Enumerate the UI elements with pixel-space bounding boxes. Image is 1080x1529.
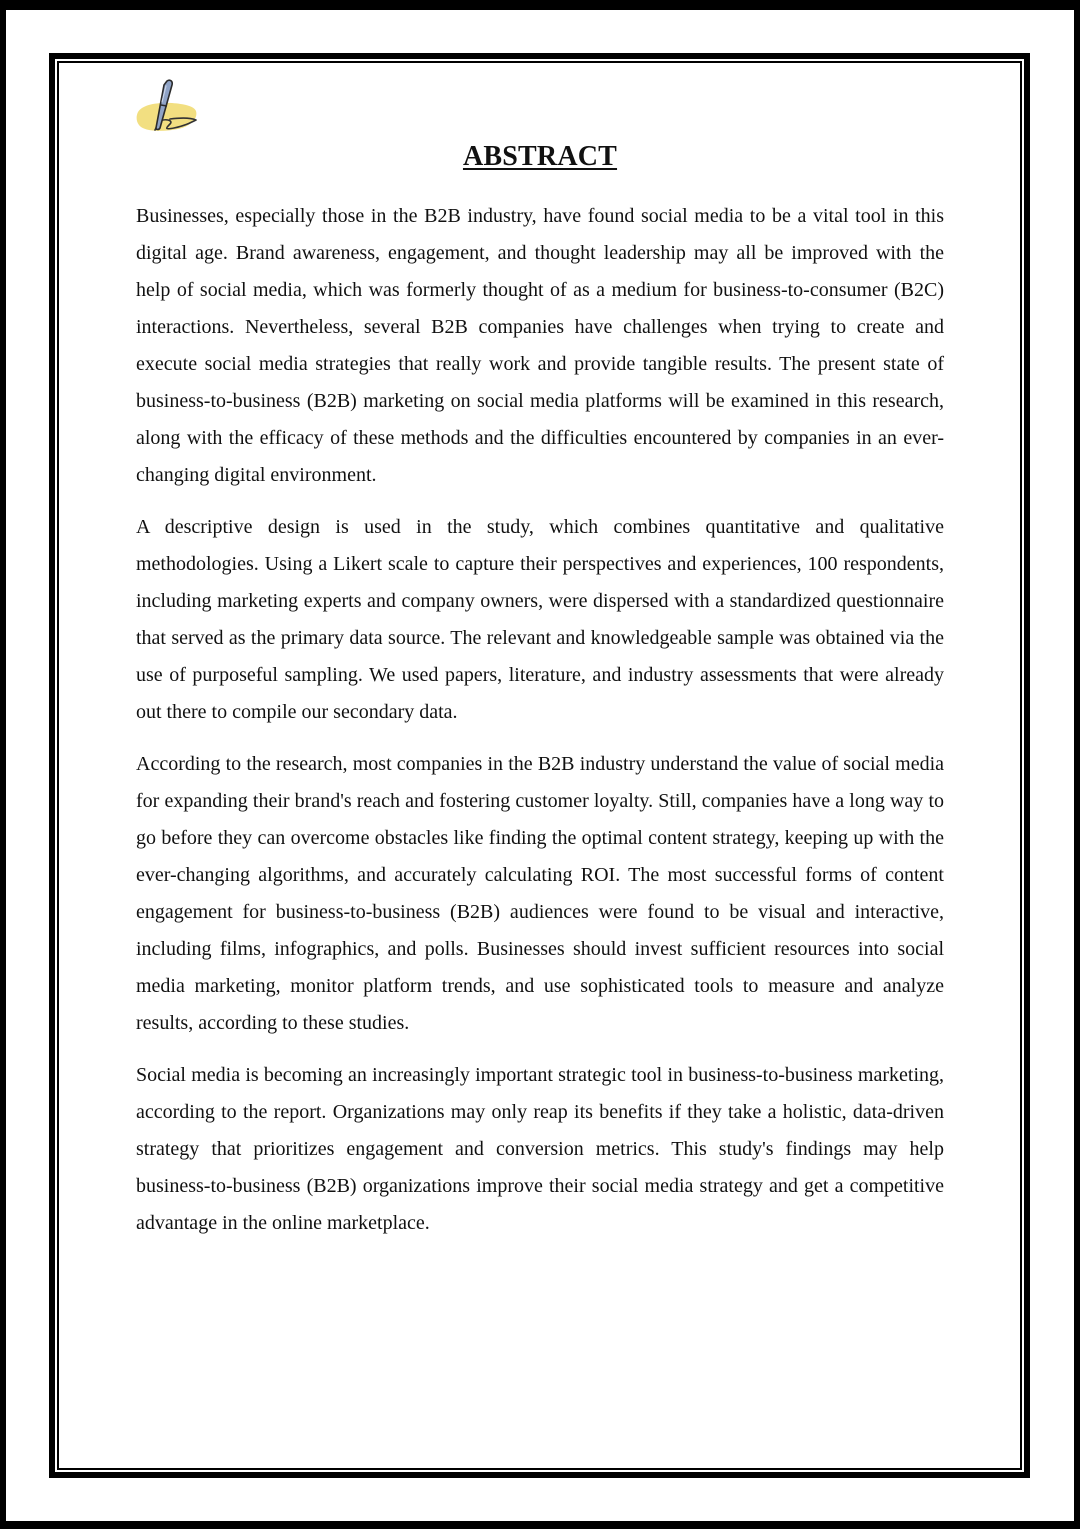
abstract-paragraph-4: Social media is becoming an increasingly important strategic tool in business-to-business marketing, according to the report. Organizations may only reap its benefits if they take a holistic, data-driven strategy that prioritizes engagement and conversion metrics. This study's findings may help business-to-business (B2B) organizations improve their social media strategy and get a competitive advantage in the online marketplace. bbox=[136, 1064, 944, 1234]
page-edge-top bbox=[0, 0, 1080, 10]
pen-writing-icon bbox=[134, 78, 204, 140]
page-edge-left bbox=[0, 0, 6, 1529]
page-edge-bottom bbox=[0, 1521, 1080, 1529]
abstract-paragraph-3: According to the research, most companies in the B2B industry understand the value of social media for expanding their brand's reach and fostering customer loyalty. Still, companies have a long way to go before they can overcome obstacles like finding the optimal content strategy, keeping up with the ever-changing algorithms, and accurately calculating ROI. The most successful forms of content engagement for business-to-business (B2B) audiences were found to be visual and interactive, including films, infographics, and polls. Businesses should invest sufficient resources into social media marketing, monitor platform trends, and use sophisticated tools to measure and analyze results, according to these studies. bbox=[136, 753, 944, 1034]
abstract-body bbox=[136, 198, 944, 1257]
abstract-heading: ABSTRACT bbox=[462, 141, 618, 172]
abstract-paragraph-2: A descriptive design is used in the study, which combines quantitative and qualitative methodologies. Using a Likert scale to capture their perspectives and experiences, 100 respondents, including marketing experts and company owners, were dispersed with a standardized questionnaire that served as the primary data source. The relevant and knowledgeable sample was obtained via the use of purposeful sampling. We used papers, literature, and industry assessments that were already out there to compile our secondary data. bbox=[136, 516, 944, 723]
abstract-paragraph-1: Businesses, especially those in the B2B industry, have found social media to be a vital tool in this digital age. Brand awareness, engagement, and thought leadership may all be improved with the help of social media, which was formerly thought of as a medium for business-to-consumer (B2C) interactions. Nevertheless, several B2B companies have challenges when trying to create and execute social media strategies that really work and provide tangible results. The present state of business-to-business (B2B) marketing on social media platforms will be examined in this research, along with the efficacy of these methods and the difficulties encountered by companies in an ever-changing digital environment. bbox=[136, 205, 944, 486]
page-edge-right bbox=[1074, 0, 1080, 1529]
